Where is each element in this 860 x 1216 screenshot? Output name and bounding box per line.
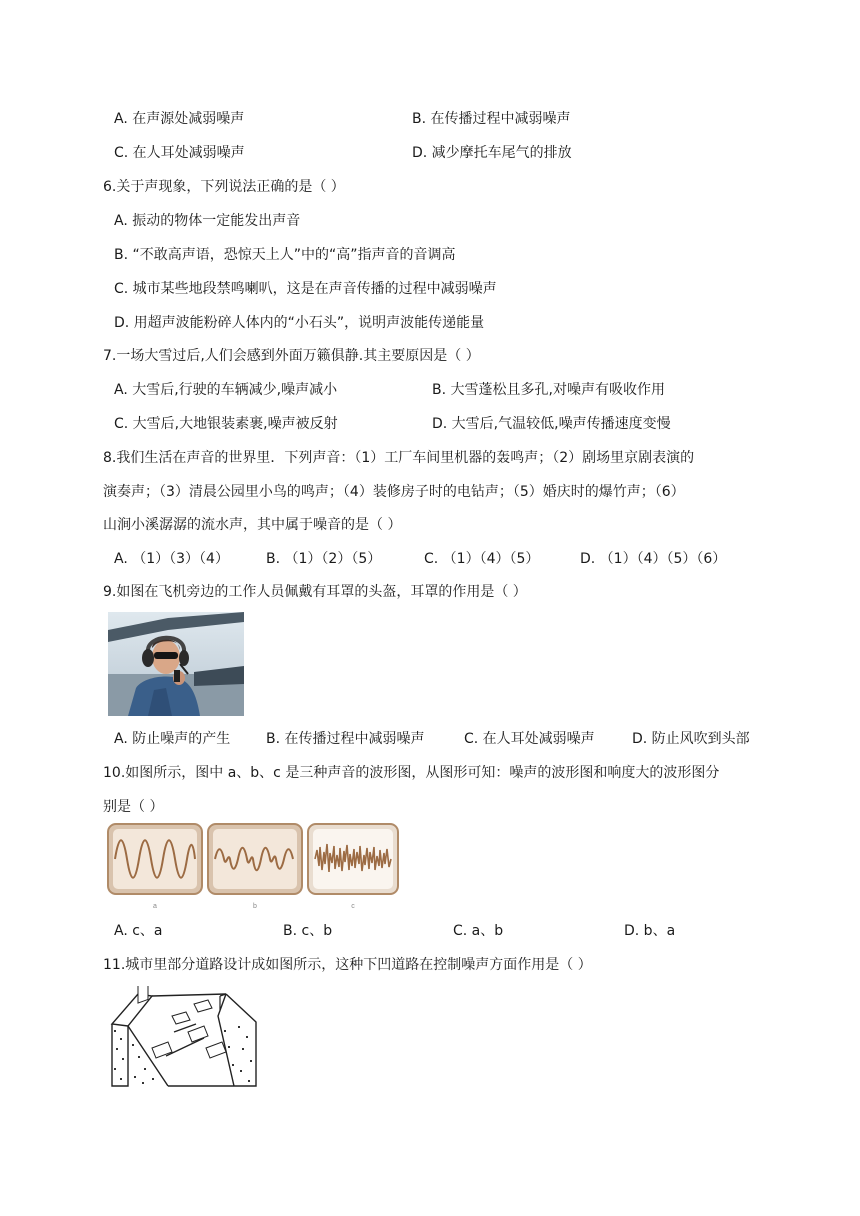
q6-option-d: D. 用超声波能粉碎人体内的“小石头”，说明声波能传递能量 xyxy=(114,315,485,331)
q8-stem-line-3: 山涧小溪潺潺的流水声，其中属于噪音的是（ ） xyxy=(103,517,402,533)
q6-option-a: A. 振动的物体一定能发出声音 xyxy=(114,213,301,229)
q8-option-c: C. （1）（4）（5） xyxy=(424,551,540,567)
q8-option-a: A. （1）（3）（4） xyxy=(114,551,229,567)
q10-stem-line-1: 10.如图所示，图中 a、b、c 是三种声音的波形图，从图形可知：噪声的波形图和响度大的波形图分 xyxy=(103,765,720,781)
q8-option-d: D. （1）（4）（5）（6） xyxy=(580,551,727,567)
waveform-c xyxy=(308,824,398,910)
waveform-a-label: a xyxy=(153,903,157,910)
q10-option-d: D. b、a xyxy=(624,923,676,939)
q10-waveform-figure xyxy=(104,822,400,914)
q6-stem: 6.关于声现象，下列说法正确的是（ ） xyxy=(103,179,345,195)
q5-option-a: A. 在声源处减弱噪声 xyxy=(114,111,245,127)
waveform-b xyxy=(208,824,302,910)
q9-option-a: A. 防止噪声的产生 xyxy=(114,731,231,747)
waveform-b-label: b xyxy=(253,903,257,910)
q6-option-c: C. 城市某些地段禁鸣喇叭，这是在声音传播的过程中减弱噪声 xyxy=(114,281,497,297)
waveform-c-label: c xyxy=(351,903,355,910)
q11-sunken-road-diagram xyxy=(108,986,260,1088)
q9-option-c: C. 在人耳处减弱噪声 xyxy=(464,731,595,747)
q5-option-b: B. 在传播过程中减弱噪声 xyxy=(412,111,571,127)
waveform-a xyxy=(108,824,202,910)
q8-stem-line-1: 8.我们生活在声音的世界里．下列声音：（1）工厂车间里机器的轰鸣声；（2）剧场里京剧表演的 xyxy=(103,450,695,466)
q9-option-b: B. 在传播过程中减弱噪声 xyxy=(266,731,425,747)
q6-option-b: B. “不敢高声语，恐惊天上人”中的“高”指声音的音调高 xyxy=(114,247,456,263)
q7-option-c: C. 大雪后,大地银装素裹,噪声被反射 xyxy=(114,416,338,432)
q9-option-d: D. 防止风吹到头部 xyxy=(632,731,750,747)
q5-option-d: D. 减少摩托车尾气的排放 xyxy=(412,145,572,161)
q10-option-c: C. a、b xyxy=(453,923,504,939)
q10-option-b: B. c、b xyxy=(283,923,333,939)
q8-option-b: B. （1）（2）（5） xyxy=(266,551,382,567)
q9-pilot-photo xyxy=(108,612,244,716)
q9-stem: 9.如图在飞机旁边的工作人员佩戴有耳罩的头盔，耳罩的作用是（ ） xyxy=(103,584,527,600)
q8-stem-line-2: 演奏声；（3）清晨公园里小鸟的鸣声；（4）装修房子时的电钻声；（5）婚庆时的爆竹声；（6） xyxy=(103,484,685,500)
q5-option-c: C. 在人耳处减弱噪声 xyxy=(114,145,245,161)
q7-option-d: D. 大雪后,气温较低,噪声传播速度变慢 xyxy=(432,416,671,432)
q7-stem: 7.一场大雪过后,人们会感到外面万籁俱静.其主要原因是（ ） xyxy=(103,348,480,364)
q11-stem: 11.城市里部分道路设计成如图所示，这种下凹道路在控制噪声方面作用是（ ） xyxy=(103,957,592,973)
q7-option-b: B. 大雪蓬松且多孔,对噪声有吸收作用 xyxy=(432,382,665,398)
q10-option-a: A. c、a xyxy=(114,923,163,939)
q10-stem-line-2: 别是（ ） xyxy=(103,799,164,815)
q7-option-a: A. 大雪后,行驶的车辆减少,噪声减小 xyxy=(114,382,338,398)
